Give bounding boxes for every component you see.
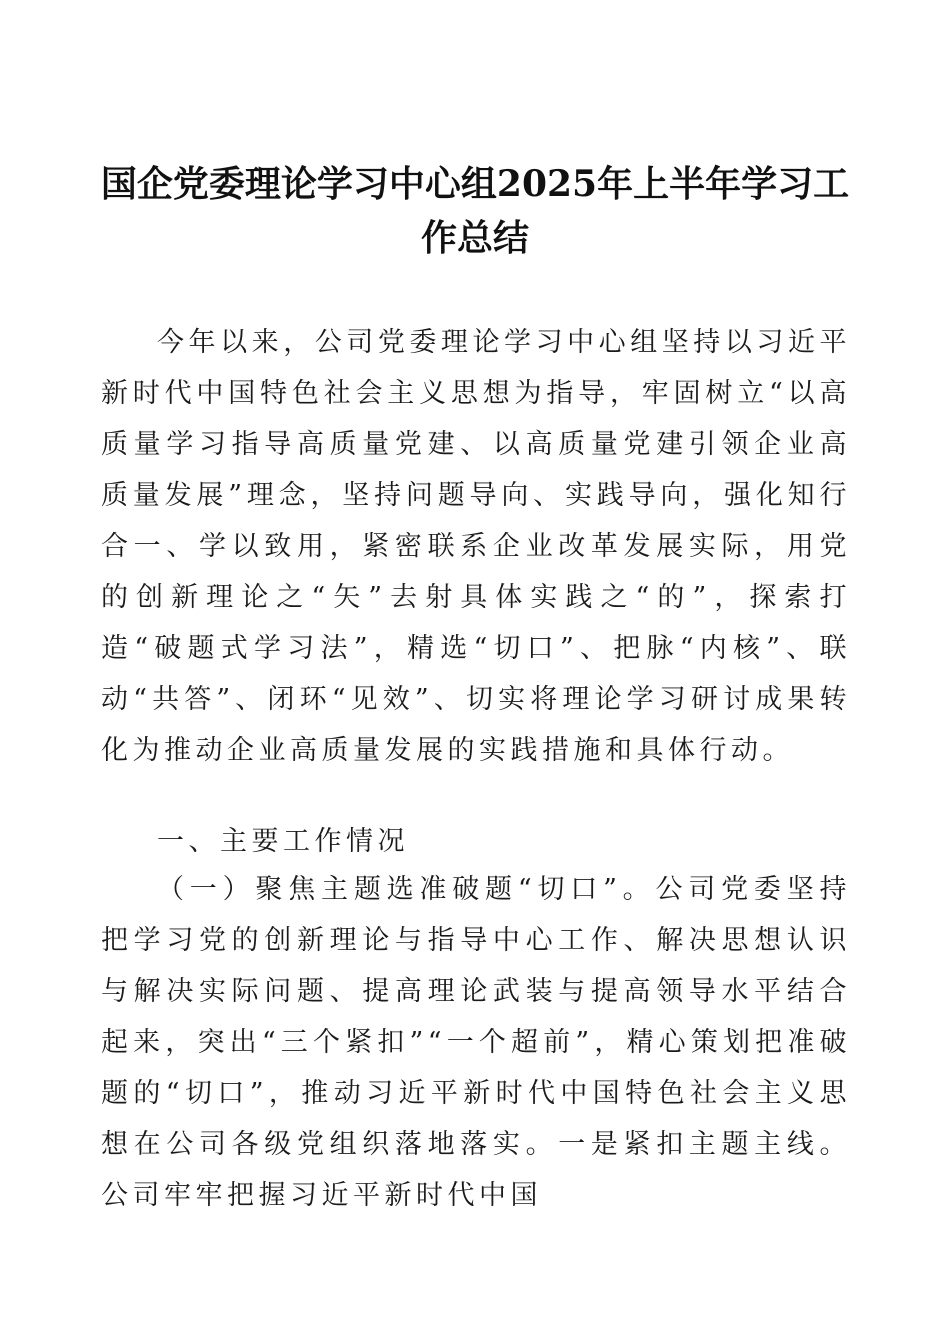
section-paragraph: （一）聚焦主题选准破题“切口”。公司党委坚持把学习党的创新理论与指导中心工作、解决思想认识与解决实际问题、提高理论武装与提高领导水平结合起来，突出“三个紧扣”“一个超前”，精心策划把准破题的“切口”，推动习近平新时代中国特色社会主义思想在公司各级党组织落地落实。一是紧扣主题主线。公司牢牢把握习近平新时代中国 bbox=[101, 874, 851, 1211]
document-title: 国企党委理论学习中心组2025年上半年学习工作总结 bbox=[100, 163, 850, 259]
section-heading: 一、主要工作情况 bbox=[157, 826, 409, 857]
intro-paragraph: 今年以来，公司党委理论学习中心组坚持以习近平新时代中国特色社会主义思想为指导，牢固树立“以高质量学习指导高质量党建、以高质量党建引领企业高质量发展”理念，坚持问题导向、实践导向，强化知行合一、学以致用，紧密联系企业改革发展实际，用党的创新理论之“矢”去射具体实践之“的”，探索打造“破题式学习法”，精选“切口”、把脉“内核”、联动“共答”、闭环“见效”、切实将理论学习研讨成果转化为推动企业高质量发展的实践措施和具体行动。 bbox=[101, 327, 851, 766]
